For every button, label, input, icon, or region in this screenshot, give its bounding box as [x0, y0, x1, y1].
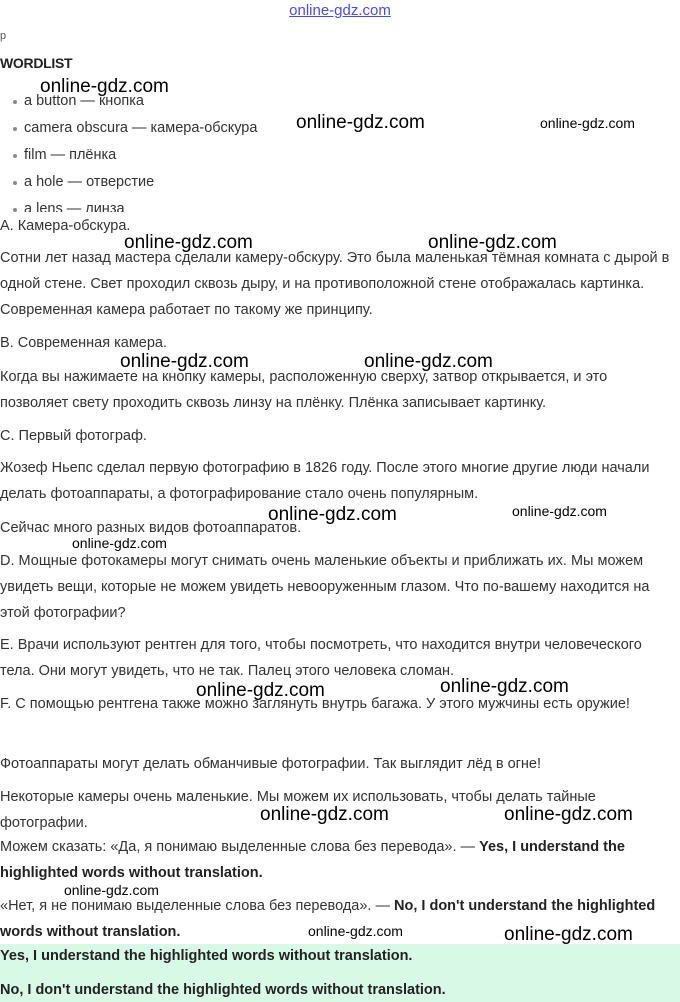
paragraph-small-cameras: Некоторые камеры очень маленькие. Мы можем их использовать, чтобы делать тайные фотографии.	[0, 789, 596, 831]
wordlist-item: a hole — отверстие	[0, 169, 680, 196]
section-e-text: E. Врачи используют рентген для того, чтобы посмотреть, что находится внутри человеческого тела. Они могут увидеть, что не так. Палец этого человека сломан.	[0, 637, 642, 679]
section-b-heading: B. Современная камера.	[0, 335, 168, 351]
watermark: online-gdz.com	[64, 882, 159, 898]
watermark: online-gdz.com	[120, 351, 249, 372]
watermark: online-gdz.com	[364, 351, 493, 372]
watermark: online-gdz.com	[72, 535, 167, 551]
watermark: online-gdz.com	[124, 232, 253, 253]
wordlist	[0, 88, 680, 212]
section-b-text: Когда вы нажимаете на кнопку камеры, расположенную сверху, затвор открывается, и это позволяет свету проходить сквозь линзу на плёнку. Плёнка записывает картинку.	[0, 369, 608, 411]
answer-yes-prefix: Можем сказать: «Да, я понимаю выделенные слова без перевода». —	[0, 839, 480, 855]
section-f-text: F. С помощью рентгена также можно заглянуть внутрь багажа. У этого мужчины есть оружие!	[0, 696, 630, 712]
watermark: online-gdz.com	[512, 503, 607, 519]
section-a-text: Сотни лет назад мастера сделали камеру-обскуру. Это была маленькая тёмная комната с дырой в одной стене. Свет проходил сквозь дыру, и на противоположной стене отображалась картинка. Современная камера работает по такому же принципу.	[0, 250, 670, 318]
watermark: online-gdz.com	[260, 804, 389, 825]
watermark: online-gdz.com	[196, 680, 325, 701]
section-c-heading: C. Первый фотограф.	[0, 428, 147, 444]
highlight-yes: Yes, I understand the highlighted words without translation.	[0, 948, 413, 964]
wordlist-item: film — плёнка	[0, 142, 680, 169]
watermark: online-gdz.com	[308, 923, 403, 939]
watermark: online-gdz.com	[428, 232, 557, 253]
paragraph-ice: Фотоаппараты могут делать обманчивые фотографии. Так выглядит лёд в огне!	[0, 756, 542, 772]
watermark: online-gdz.com	[540, 115, 635, 131]
answer-no-prefix: «Нет, я не понимаю выделенные слова без перевода». —	[0, 898, 395, 914]
section-a-heading: A. Камера-обскура.	[0, 218, 131, 234]
answer-yes-line	[0, 834, 678, 886]
wordlist-title: WORDLIST	[0, 55, 73, 71]
answer-no-english: No, I don't understand the highlighted words without translation.	[0, 898, 656, 940]
answer-yes-english: Yes, I understand the highlighted words without translation.	[0, 839, 625, 881]
section-c-text: Жозеф Ньепс сделал первую фотографию в 1826 году. После этого многие другие люди начали делать фотоаппараты, а фотографирование стало очень популярным.	[0, 460, 650, 502]
watermark: online-gdz.com	[504, 804, 633, 825]
watermark: online-gdz.com	[268, 504, 397, 525]
watermark: online-gdz.com	[440, 676, 569, 697]
watermark: online-gdz.com	[504, 924, 633, 945]
watermark: online-gdz.com	[40, 76, 169, 97]
site-link[interactable]: online-gdz.com	[289, 2, 391, 19]
wordlist-item: a lens — линза	[0, 196, 680, 212]
section-d-text: D. Мощные фотокамеры могут снимать очень маленькие объекты и приближать их. Мы можем увидеть вещи, которые не можем увидеть невооруженным глазом. Что по-вашему находится на этой фотографии?	[0, 553, 650, 621]
stray-character: р	[0, 30, 7, 42]
wordlist-item: camera obscura — камера-обскура	[0, 115, 680, 142]
highlight-no: No, I don't understand the highlighted words without translation.	[0, 982, 446, 998]
wordlist-item: a button — кнопка	[0, 88, 680, 115]
section-c-text-2: Сейчас много разных видов фотоаппаратов.	[0, 520, 302, 536]
watermark: online-gdz.com	[296, 112, 425, 133]
